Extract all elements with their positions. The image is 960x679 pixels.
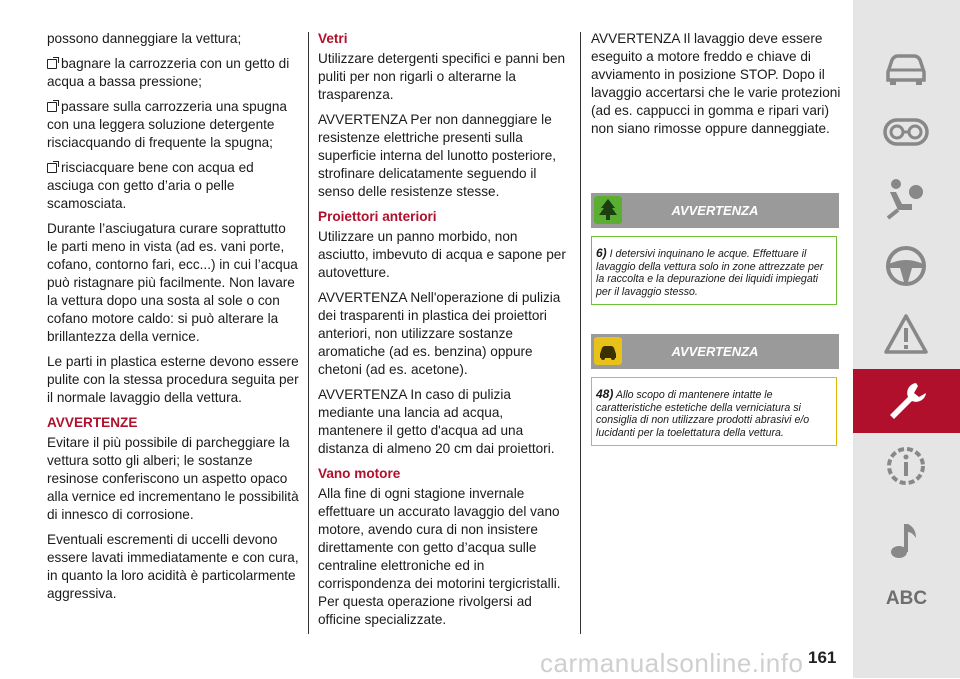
bullet-item [47, 159, 299, 213]
sidebar-tab-multimedia[interactable] [853, 510, 960, 570]
page-number: 161 [808, 648, 837, 667]
steering-wheel-icon [882, 242, 930, 290]
paragraph: Evitare il più possibile di parcheggiare la vettura sotto gli alberi; le sostanze resinose conferiscono un aspetto opaco alla vernice ed incrementano le possibilità di innesco di corrosione. [47, 435, 299, 522]
warning-number: 6) [596, 246, 607, 260]
music-note-icon [882, 516, 930, 564]
text-column-2 [318, 30, 570, 636]
paragraph: AVVERTENZA Nell'operazione di pulizia dei trasparenti in plastica dei proiettori anteriori, non utilizzare sostanze aromatiche (ad es. benzina) oppure chetoni (ad es. acetone). [318, 290, 561, 377]
bullet-text: risciacquare bene con acqua ed asciuga con getto d’aria o pelle scamosciata. [47, 160, 254, 211]
checkbox-bullet-icon [47, 163, 57, 173]
dashboard-icon [882, 110, 930, 154]
paragraph: Utilizzare un panno morbido, non asciutto, imbevuto di acqua e sapone per autovetture. [318, 229, 566, 280]
warning-box-header [591, 334, 839, 369]
paragraph: Alla fine di ogni stagione invernale effettuare un accurato lavaggio del vano motore, avendo cura di non insistere direttamente con getto d’acqua sulle centraline elettroniche ed in corrispondenza dei motorini tergicristalli. Per questa operazione rivolgersi ad officine specializzate. [318, 486, 561, 627]
settings-info-icon [882, 442, 930, 490]
warning-text: Allo scopo di mantenere intatte le caratteristiche estetiche della verniciatura si consiglia di non utilizzare prodotti abrasivi e/o lucidanti per la toelettatura della vettura. [596, 389, 810, 439]
car-icon [882, 46, 930, 90]
seat-airbag-icon [882, 174, 930, 222]
warning-triangle-icon [882, 312, 930, 358]
bullet-text: bagnare la carrozzeria con un getto di acqua a bassa pressione; [47, 56, 290, 89]
sidebar-tab-dashboard[interactable] [853, 104, 960, 164]
bullet-item [47, 98, 299, 152]
sidebar-tab-maintenance[interactable] [853, 369, 960, 433]
sidebar-tab-car[interactable] [853, 40, 960, 100]
watermark: carmanualsonline.info [540, 648, 804, 678]
paragraph: Durante l’asciugatura curare soprattutto le parti meno in vista (ad es. vani porte, cofano, contorno fari, ecc...) in cui l’acqua può ristagnare più facilmente. Non lavare la vettura dopo una sosta al sole o con cofano motore caldo: si può alterare la brillantezza della vernice. [47, 221, 298, 344]
text-column-3 [591, 30, 843, 145]
warning-text: I detersivi inquinano le acque. Effettuare il lavaggio della vettura solo in zone attrezzate per la raccolta e la depurazione dei liquidi impiegati per il lavaggio stesso. [596, 248, 824, 298]
sidebar-tab-safety[interactable] [853, 168, 960, 228]
warning-title: AVVERTENZA [671, 344, 759, 359]
chapter-sidebar [853, 0, 960, 678]
checkbox-bullet-icon [47, 59, 57, 69]
warning-number: 48) [596, 387, 614, 401]
paragraph: AVVERTENZA In caso di pulizia mediante una lancia ad acqua, mantenere il getto d'acqua ad una distanza di almeno 20 cm dai proiettori. [318, 387, 555, 456]
paragraph: Utilizzare detergenti specifici e panni ben puliti per non rigarli o alterarne la trasparenza. [318, 51, 566, 102]
warning-box-header [591, 193, 839, 228]
sidebar-tab-warnings[interactable] [853, 306, 960, 366]
paragraph: Le parti in plastica esterne devono essere pulite con la stessa procedura seguita per il normale lavaggio della vettura. [47, 354, 299, 405]
sidebar-tab-specs[interactable] [853, 436, 960, 496]
column-divider [308, 32, 309, 634]
section-heading-vetri: Vetri [318, 31, 348, 46]
paragraph: Eventuali escrementi di uccelli devono essere lavati immediatamente e con cura, in quanto la loro acidità è particolarmente aggressiva. [47, 532, 299, 601]
text-column-1 [47, 30, 299, 610]
warnings-heading: AVVERTENZE [47, 415, 138, 430]
bullet-item [47, 55, 299, 91]
column-divider [580, 32, 581, 634]
paragraph: AVVERTENZA Per non danneggiare le resistenze elettriche presenti sulla superficie interna del lunotto posteriore, strofinare delicatamente seguendo il senso delle resistenze stesse. [318, 112, 557, 199]
warning-box-body [591, 236, 837, 305]
sidebar-tab-index[interactable]: ABC [885, 588, 928, 609]
section-heading-proiettori: Proiettori anteriori [318, 209, 437, 224]
warning-box-body [591, 377, 837, 446]
wrench-icon [882, 377, 930, 425]
bullet-text: passare sulla carrozzeria una spugna con una leggera soluzione detergente risciacquando di frequente la spugna; [47, 99, 287, 150]
warning-title: AVVERTENZA [671, 203, 759, 218]
paragraph: possono danneggiare la vettura; [47, 31, 242, 46]
sidebar-tab-driving[interactable] [853, 236, 960, 296]
paragraph: AVVERTENZA Il lavaggio deve essere eseguito a motore freddo e chiave di avviamento in posizione STOP. Dopo il lavaggio accertarsi che le varie protezioni (ad es. cappucci in gomma e ripari vari) non siano rimosse oppure danneggiate. [591, 31, 841, 136]
section-heading-vano-motore: Vano motore [318, 466, 401, 481]
checkbox-bullet-icon [47, 102, 57, 112]
